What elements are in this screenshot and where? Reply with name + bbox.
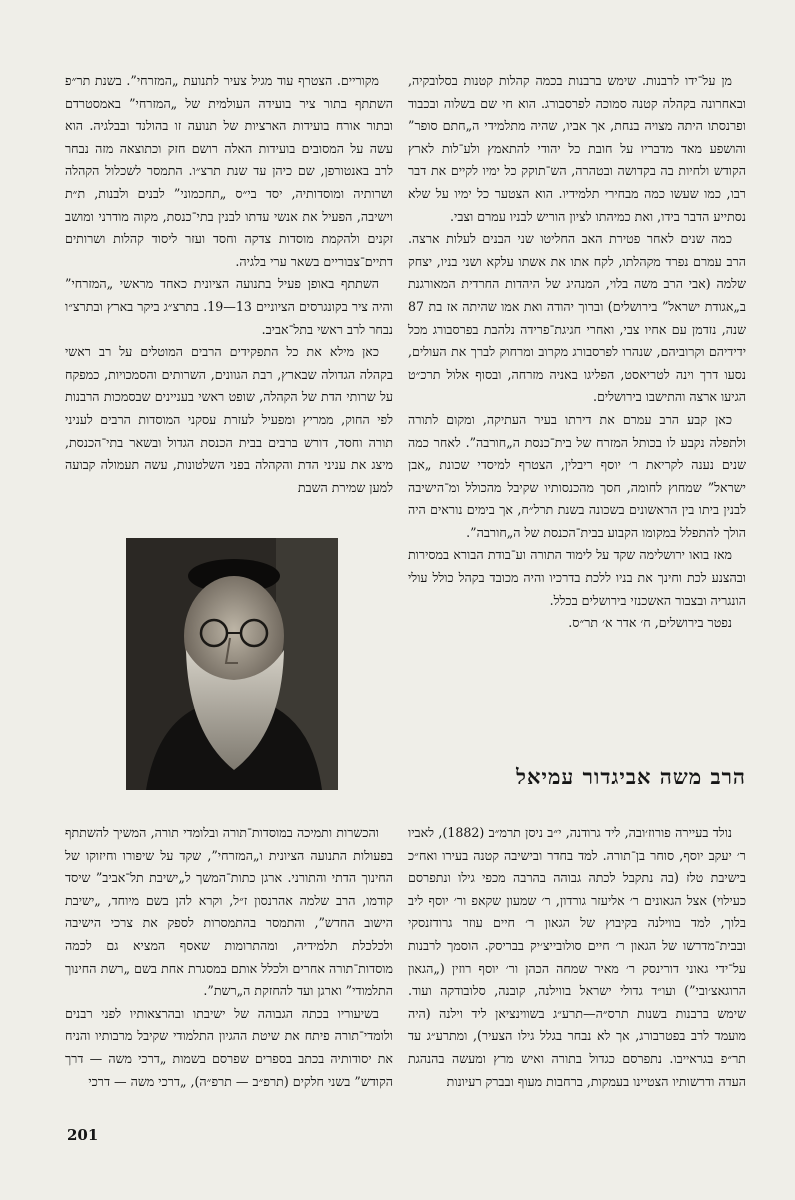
- paragraph: והכשרות ותמיכה במוסדות־תורה ובלומדי תורה, המשיך להשתתף בפעולות התנועה הציונית ו„המזרחי”, שקד על שיפורו וחיזוקו של החינוך הדתי והתורני. ארגן כתות־המשך ל„ישיבת תל־אביב” שיסד קודמו, הרב שלמה אהרנסון ז״ל, וקרא להן בשם מיוחד, „ישיבת הישוב החדש”, והתמסר בהתמסרות לספק את צרכי הישיבה ולכלכלת תלמידיה, ומהתרומות שאסף המציא גם לכמה מוסדות־תורה אחרים ולכלל אותם במסגרת אחת בשם „רשת החינוך התלמודי” וארגן ועד להחזקת ה„רשת”.: [65, 825, 393, 999]
- paragraph: כאן קבע הרב עמרם את דירתו בעיר העתיקה, ומקום לתורה ולתפלה נקבע לו בכותל המזרח של בית־כנסת ה„חורבה”. לאחר כמה שנים נענה לקריאת ר׳ יוסף ריבלין, הצטרף למיסדי שכונת „אבן ישראל” שמחוץ לחומה, חסך מהכנסותיו שקיבל מהכולל ומ־הישיבה לבנין ביתו בין הראשונים בשכונה בשנת תרל״ח, אך בימים נוראים היה הולך להתפלל במקומו הקבוע בבית־הכנסת של ה„חורבה”.: [408, 411, 746, 540]
- paragraph: כאן מילא את כל התפקידים הרבים המוטלים על רב ראשי בקהלה הגדולה שבארץ, רבת הגוונים, השרותים והסמכויות, כמפקח על שרותי הדת של הקהלה, שופט ראשי בעניינים שבסמכות הרבנות לפי החוק, ממריץ ומפעיל לעזרת עסקני המוסדות הרבים לעניני תורה וחסד, דורש ברבים בבית הכנסת הגדול ובשאר בתי־הכנסת, מיצג את עניני הדת והקהלה בפני השלטונות, עשה תעמולה קבועה למען שמירת השבת: [65, 344, 393, 495]
- left-column-bottom: [65, 822, 393, 1093]
- paragraph: מן על־ידו לרבנות. שימש ברבנות בכמה קהלות קטנות בסלובקיה, ובאחרונה בקהלה קטנה סמוכה לפרסבורג. הוא חי שם בשלוה ובכבוד ופרנסתו היתה מצויה בנחת, אך אביו, שהיה מתלמידי ה„חתם סופר” והושפע מאד מדבריו על חובת כל יהודי להתאמץ ולע־לות לארץ הקודש ולחיות בה בקדושה ובטהרה, הש־תוקק כל ימיו לקיים את דבר רבו, כמו שעשו כמה מבחירי תלמידיו. הוא הצטער כל ימיו על שלא נסתייע הדבר בידו, ואת כמיהתו לציון הוריש לבניו עמרם וצבי.: [408, 73, 746, 224]
- paragraph: בשיעוריו בכתה הגבוהה של ישיבתו ובהרצאותיו לפני רבנים ולומדי־תורה פיתח את שיטת ההגיון התלמודי שקיבל מרבותיו והניח את יסודותיה בכתב בספרים שפרסם בשמות „דרכי משה — דרך הקודש” בשני חלקים (תרפ״ב — תרפ״ה), „דרכי משה — דרכי: [65, 1005, 393, 1089]
- left-column-top: [65, 70, 393, 499]
- right-column-bottom: [408, 822, 746, 1093]
- paragraph: נפטר בירושלים, ח׳ אדר א׳ תר״ס.: [568, 615, 732, 631]
- paragraph: מאז בואו ירושלימה שקד על לימוד התורה וע־בודת הבורא במסירות ובהצנע לכת וחינך את בניו ללכת בדרכיו והיה מכובד בקהל כולל עולי הונגריה ובצבור האשכנזי בירושלים בכלל.: [408, 547, 746, 608]
- paragraph: השתתף באופן פעיל בתנועה הציונית כאחד מראשי „המזרחי” והיה ציר בקונגרסים הציוניים 13—19. בתרצ״ג ביקר בארץ ובתרצ״ו נבחר לרב ראשי בתל־אביב.: [65, 276, 393, 337]
- section-heading: הרב משה אביגדור עמיאל: [516, 764, 746, 789]
- right-column-top: [408, 70, 746, 635]
- page-number: 201: [67, 1126, 99, 1144]
- paragraph: נולד בעיירה פורוז׳ובה, ליד גרודנה, י״ב ניסן תרמ״ב (1882), לאביו ר׳ יעקב יוסף, סוחר בן־תורה. למד בחדר ובישיבה קטנה בעירו ואח״כ בישיבת טלז (בה נתקבל לכתה גבוהה בהרבה מכפי גילו ונתפרסם כעילוי) אצל הגאונים ר׳ אליעזר גורדון, ר׳ שמעון שקאפ ור׳ יוסף ליב בלוך, למד בווילנה בקיבוץ של הגאון ר׳ חיים עוזר גרודזנסקי ובבית־מדרשו של הגאון ר׳ חיים סולובייצ׳יק בבריסק. הוסמך לרבנות על־ידי גאוני דורינסק ר׳ מאיר שמחה הכהן ור׳ יוסף רוזין („הגאון הרוגאצ׳ובי”) ועו״ד גדולי ישראל בווילנה, קובנה, סלובודקה ועוד. שימש ברבנות בשנות תרס״ה—תרע״ג בשווינציאן ליד וילנה (היה מועמד לרב בפטרבורג, אך לא נבחר בגלל גילו הצעיר), ומתרע״ג עד תר״פ בגראייבו. נתפרסם כגדול בתורה ואיש מרץ ומעשה בהנהגת העדה ודרשותיו הצטיינו בעמקות, ברחבות מעוף ובברק רעיונות: [408, 825, 746, 1089]
- paragraph: מקוריים. הצטרף עוד מגיל צעיר לתנועת „המזרחי”. בשנת תר״פ השתתף בתור ציר בועידה העולמית של „המזרחי” באמסטרדם ובתור אורח בועידות הארציות של תנועה זו בהולנד ובבלגיה. הוא עשה על המסובים בועידות האלה רושם חזק וכתוצאה מזה נבחר לרב באנטורפן, שם כיהן עד שנת תרצ״ו. התמסר לשכלול הקהלה ושרותיה ומוסדותיה, יסד בי״ס „תחכמוני” לבנים ולבנות, ת״ת וישיבה, הפעיל את אנשי עדתו לבנין בתי־כנסת, מקוה מודרני ומושב זקנים ולהקמת מוסדות צדקה וחסד ועזר ליסוד קהלות ושרותים דתיים־צבוריים בשאר ערי בלגיה.: [65, 73, 393, 269]
- paragraph: כמה שנים לאחר פטירת האב החליטו שני הבנים לעלות ארצה. הרב עמרם נפרד מקהלתו, לקח אתו את אשתו עלקא ושני בניו, יצחק שלמה (אבי הרב משה בלוי, המנהיג של היהדות החרדית המאורגנת ב„אגודת ישראל” בירושלים) וברוך יהודה ואת אמו שהיתה אז בת 87 שנה, נזדמן עם אחיו צבי, ואחרי חגיגת־פרידה נלהבת בפרסבורג מכל ידידיהם וקרוביהם, שנהרו לפרסבורג מקרוב ומרחוק לברך את העולים, נסעו דרך וינה לטריאסט, הפליגו באניה מזרחה, ובסוף אלול תרכ״ט הגיעו ארצה והתישבו בירושלים.: [408, 231, 746, 405]
- portrait-photo: [126, 538, 338, 790]
